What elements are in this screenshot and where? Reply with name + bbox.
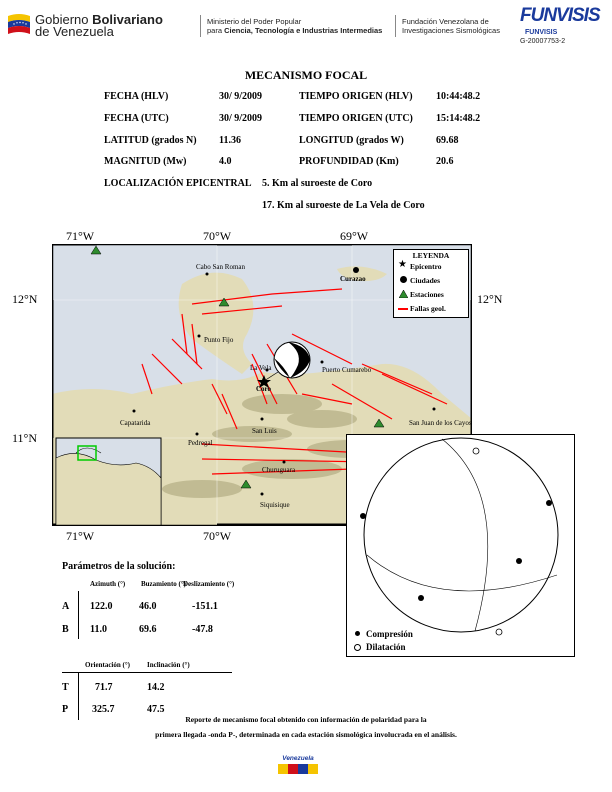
cell-b-buzamiento: 69.6 (139, 624, 157, 635)
legend-ciudades: Ciudades (410, 276, 441, 285)
cell-b-deslizamiento: -47.8 (192, 624, 213, 635)
tiempo-utc-value: 15:14:48.2 (436, 113, 481, 124)
table-divider (62, 672, 232, 673)
header-orientacion: Orientación (°) (85, 661, 130, 669)
localizacion-value-2: 17. Km al suroeste de La Vela de Coro (262, 200, 425, 211)
fecha-hlv-label: FECHA (HLV) (104, 91, 169, 102)
city-label-pedregal: Pedregal (188, 439, 213, 447)
city-label-siquisique: Siquisique (260, 501, 290, 509)
cell-t-orientacion: 71.7 (95, 682, 113, 693)
venezuela-logo-text: Venezuela (282, 755, 314, 762)
gobierno-logo-text: Gobierno Bolivariano de Venezuela (35, 12, 163, 39)
footer-note-line-1: Reporte de mecanismo focal obtenido con información de polaridad para la (185, 715, 427, 724)
city-label-san-juan-de-los-cayos: San Juan de los Cayos (409, 419, 472, 427)
tiempo-utc-label: TIEMPO ORIGEN (UTC) (299, 113, 413, 124)
beachball-icon (274, 342, 310, 378)
row-label-b: B (62, 624, 69, 635)
legend-compresion: Compresión (366, 629, 413, 639)
lat-label-left-12: 12°N (12, 292, 38, 306)
city-label-capatarida: Capatarida (120, 419, 151, 427)
header-inclinacion: Inclinación (°) (147, 661, 190, 669)
lat-label-left-11: 11°N (12, 431, 38, 445)
lon-label-bottom-70: 70°W (203, 529, 232, 543)
legend-epicentro: Epicentro (410, 262, 442, 271)
map-legend (393, 249, 469, 318)
rif-number: G-20007753-2 (520, 38, 566, 45)
magnitud-label: MAGNITUD (Mw) (104, 156, 187, 167)
city-label-cabo-san-roman: Cabo San Roman (196, 263, 245, 271)
funvisis-name: FUNVISIS (525, 29, 558, 36)
legend-title: LEYENDA (412, 251, 450, 260)
lon-label-top-71: 71°W (66, 229, 95, 243)
localizacion-label: LOCALIZACIÓN EPICENTRAL (104, 178, 252, 189)
table-divider (78, 672, 79, 720)
header-azimuth: Azimuth (°) (90, 580, 126, 588)
latitud-value: 11.36 (219, 135, 241, 146)
star-icon: ★ (398, 259, 407, 270)
table-divider (78, 591, 79, 639)
lon-label-top-70: 70°W (203, 229, 232, 243)
city-label-coro: Coro (256, 385, 272, 393)
longitud-value: 69.68 (436, 135, 459, 146)
magnitud-value: 4.0 (219, 156, 232, 167)
compression-points (360, 500, 552, 601)
city-dot-icon (400, 276, 407, 283)
dilatacion-icon (354, 644, 361, 651)
city-label-puerto-cumarebo: Puerto Cumarebo (322, 366, 372, 374)
compresion-icon (355, 631, 360, 636)
venezuela-logo (276, 755, 320, 777)
venezuela-logo-mark (278, 764, 318, 774)
header-deslizamiento: Deslizamiento (°) (183, 580, 235, 588)
fecha-utc-label: FECHA (UTC) (104, 113, 169, 124)
fault-line-icon (398, 308, 408, 310)
ministry-text: Ministerio del Poder Popular para Ciencia, Tecnología e Industrias Intermedias (207, 17, 383, 35)
cell-p-orientacion: 325.7 (92, 704, 115, 715)
latitud-label: LATITUD (grados N) (104, 135, 197, 146)
city-label-curazao: Curazao (340, 275, 366, 283)
row-label-a: A (62, 601, 70, 612)
row-label-t: T (62, 682, 69, 693)
city-label-san-luis: San Luis (252, 427, 277, 435)
footer-note-line-2: primera llegada -onda P-, determinada en cada estación sismológica involucrada en el análisis. (155, 730, 457, 739)
cell-b-azimuth: 11.0 (90, 624, 107, 635)
station-triangle-icon (399, 290, 408, 298)
cell-t-inclinacion: 14.2 (147, 682, 165, 693)
city-label-punto-fijo: Punto Fijo (204, 336, 234, 344)
tiempo-hlv-value: 10:44:48.2 (436, 91, 481, 102)
cell-a-azimuth: 122.0 (90, 601, 113, 612)
cell-p-inclinacion: 47.5 (147, 704, 165, 715)
profundidad-label: PROFUNDIDAD (Km) (299, 156, 399, 167)
header-buzamiento: Buzamiento (°) (141, 580, 186, 588)
params-title: Parámetros de la solución: (62, 561, 176, 572)
lon-label-bottom-71: 71°W (66, 529, 95, 543)
fecha-hlv-value: 30/ 9/2009 (219, 91, 263, 102)
funvisis-logo: FUNVISIS (520, 5, 600, 26)
legend-estaciones: Estaciones (410, 290, 444, 299)
inset-map (56, 438, 161, 525)
venezuela-flag-icon (6, 12, 32, 36)
city-label-churuguara: Churuguara (262, 466, 296, 474)
longitud-label: LONGITUD (grados W) (299, 135, 404, 146)
cell-a-buzamiento: 46.0 (139, 601, 157, 612)
stereonet-panel (346, 434, 575, 657)
page-title: MECANISMO FOCAL (244, 68, 368, 82)
fecha-utc-value: 30/ 9/2009 (219, 113, 263, 124)
lat-label-right-12: 12°N (477, 292, 503, 306)
profundidad-value: 20.6 (436, 156, 454, 167)
cell-a-deslizamiento: -151.1 (192, 601, 218, 612)
tiempo-hlv-label: TIEMPO ORIGEN (HLV) (299, 91, 413, 102)
header-divider (200, 15, 201, 37)
stereonet-plot (347, 435, 574, 656)
lon-label-top-69: 69°W (340, 229, 369, 243)
city-label-la-vela: La Vela (250, 364, 272, 372)
legend-dilatacion: Dilatación (366, 642, 406, 652)
header-divider (395, 15, 396, 37)
localizacion-value-1: 5. Km al suroeste de Coro (262, 178, 373, 189)
foundation-text: Fundación Venezolana de Investigaciones Sismológicas (402, 17, 500, 35)
row-label-p: P (62, 704, 69, 715)
legend-fallas: Fallas geol. (410, 304, 446, 313)
